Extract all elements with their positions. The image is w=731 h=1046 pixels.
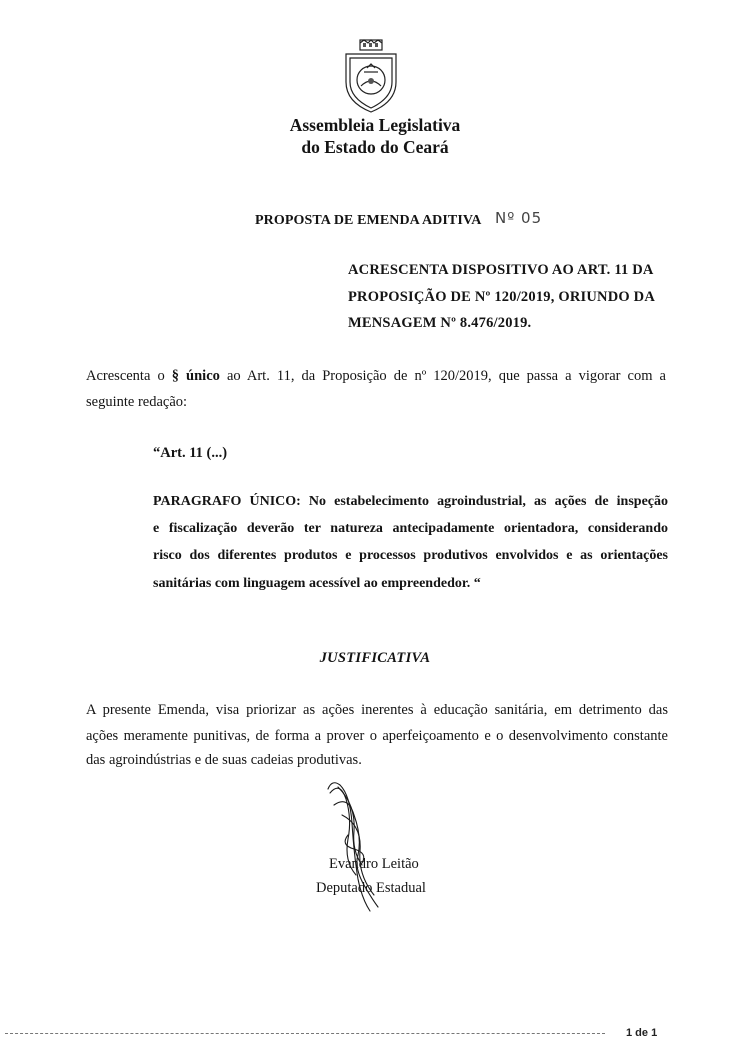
signature-icon bbox=[318, 775, 398, 915]
ementa-line-2: PROPOSIÇÃO DE Nº 120/2019, ORIUNDO DA bbox=[348, 289, 656, 305]
coat-of-arms-icon bbox=[340, 38, 402, 114]
article-heading: “Art. 11 (...) bbox=[153, 445, 228, 461]
intro-text-a: Acrescenta o bbox=[86, 368, 172, 384]
justificativa-heading: JUSTIFICATIVA bbox=[319, 650, 431, 666]
paragrafo-unico-line-4: sanitárias com linguagem acessível ao empreendedor. “ bbox=[153, 576, 481, 591]
institution-name-line1: Assembleia Legislativa bbox=[289, 115, 461, 135]
institution-name-line2: do Estado do Ceará bbox=[301, 137, 449, 157]
justificativa-line-2: ações meramente punitivas, de forma a prover o aperfeiçoamento e o desenvolvimento constante bbox=[86, 728, 668, 744]
document-title: PROPOSTA DE EMENDA ADITIVA bbox=[255, 213, 482, 228]
handwritten-number: Nº 05 bbox=[495, 209, 543, 227]
justificativa-line-3: das agroindústrias e de suas cadeias produtivas. bbox=[86, 752, 362, 768]
signer-name: Evandro Leitão bbox=[329, 856, 419, 872]
footer-divider bbox=[5, 1033, 605, 1034]
intro-line-2: seguinte redação: bbox=[86, 394, 188, 410]
intro-line-1 bbox=[86, 368, 666, 385]
paragrafo-unico-line-2: e fiscalização deverão ter natureza antecipadamente orientadora, considerando bbox=[153, 521, 668, 536]
ementa-line-1: ACRESCENTA DISPOSITIVO AO ART. 11 DA bbox=[348, 262, 654, 278]
ementa-line-3: MENSAGEM Nº 8.476/2019. bbox=[348, 315, 532, 331]
intro-text-bold: § único bbox=[171, 368, 220, 384]
page-indicator: 1 de 1 bbox=[626, 1027, 658, 1039]
paragrafo-unico-line-3: risco dos diferentes produtos e processos produtivos envolvidos e as orientações bbox=[153, 548, 668, 563]
signer-role: Deputado Estadual bbox=[316, 880, 426, 896]
justificativa-line-1: A presente Emenda, visa priorizar as ações inerentes à educação sanitária, em detrimento das bbox=[86, 702, 668, 718]
intro-text-c: ao Art. 11, da Proposição de nº 120/2019, que passa a vigorar com a bbox=[219, 368, 666, 384]
paragrafo-unico-line-1: PARAGRAFO ÚNICO: No estabelecimento agroindustrial, as ações de inspeção bbox=[153, 494, 668, 509]
